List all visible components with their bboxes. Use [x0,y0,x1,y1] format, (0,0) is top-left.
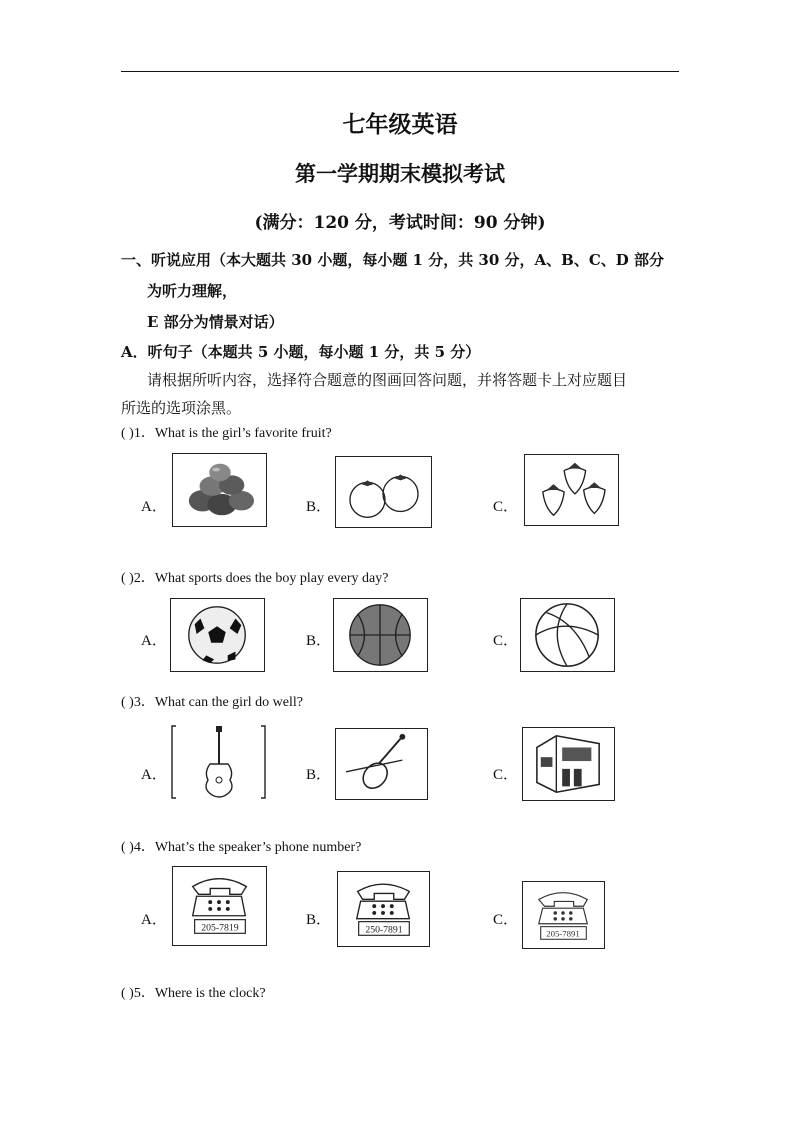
soccer-ball-icon [170,598,265,672]
question-1: ( )1．What is the girl’s favorite fruit? [121,426,332,441]
section-heading: 一、听说应用（本大题共 30 小题，每小题 1 分，共 30 分，A、B、C、D 部分 [121,251,665,269]
question-2: ( )2．What sports does the boy play every day? [121,571,389,586]
instruction-text-cont: 所选的选项涂黑。 [121,399,242,417]
exam-info: (满分：120 分，考试时间：90 分钟) [254,213,546,233]
volleyball-icon [520,598,615,672]
telephone-icon [172,866,267,946]
option-label-c: C． [493,633,519,649]
phone-number-label: 205-7891 [546,928,580,939]
exam-subtitle: 第一学期期末模拟考试 [295,161,505,186]
option-label-a: A． [141,767,167,783]
option-label-a: A． [141,912,167,928]
violin-icon [335,728,428,800]
question-4: ( )4．What’s the speaker’s phone number? [121,840,362,855]
option-label-c: C． [493,767,519,783]
option-label-b: B． [306,767,332,783]
telephone-icon [337,871,430,947]
option-label-a: A． [141,633,167,649]
option-label-b: B． [306,633,332,649]
part-a-heading: A．听句子（本题共 5 小题，每小题 1 分，共 5 分） [121,343,481,361]
option-label-c: C． [493,912,519,928]
option-label-a: A． [141,499,167,515]
page-title: 七年级英语 [342,111,458,138]
guitar-icon [170,724,267,800]
phone-number-label: 205-7819 [201,922,239,934]
section-heading-cont: 为听力理解， [147,282,238,300]
top-rule [121,71,679,72]
option-label-b: B． [306,499,332,515]
strawberries-icon [524,454,619,526]
potatoes-icon [172,453,267,527]
basketball-icon [333,598,428,672]
question-3: ( )3．What can the girl do well? [121,695,303,710]
tomatoes-icon [335,456,432,528]
section-heading-cont2: E 部分为情景对话） [147,313,284,331]
telephone-icon [522,881,605,949]
question-5: ( )5．Where is the clock? [121,986,266,1001]
option-label-b: B． [306,912,332,928]
phone-number-label: 250-7891 [365,924,403,936]
building-icon [522,727,615,801]
instruction-text: 请根据所听内容，选择符合题意的图画回答问题，并将答题卡上对应题目 [147,371,628,389]
option-label-c: C． [493,499,519,515]
